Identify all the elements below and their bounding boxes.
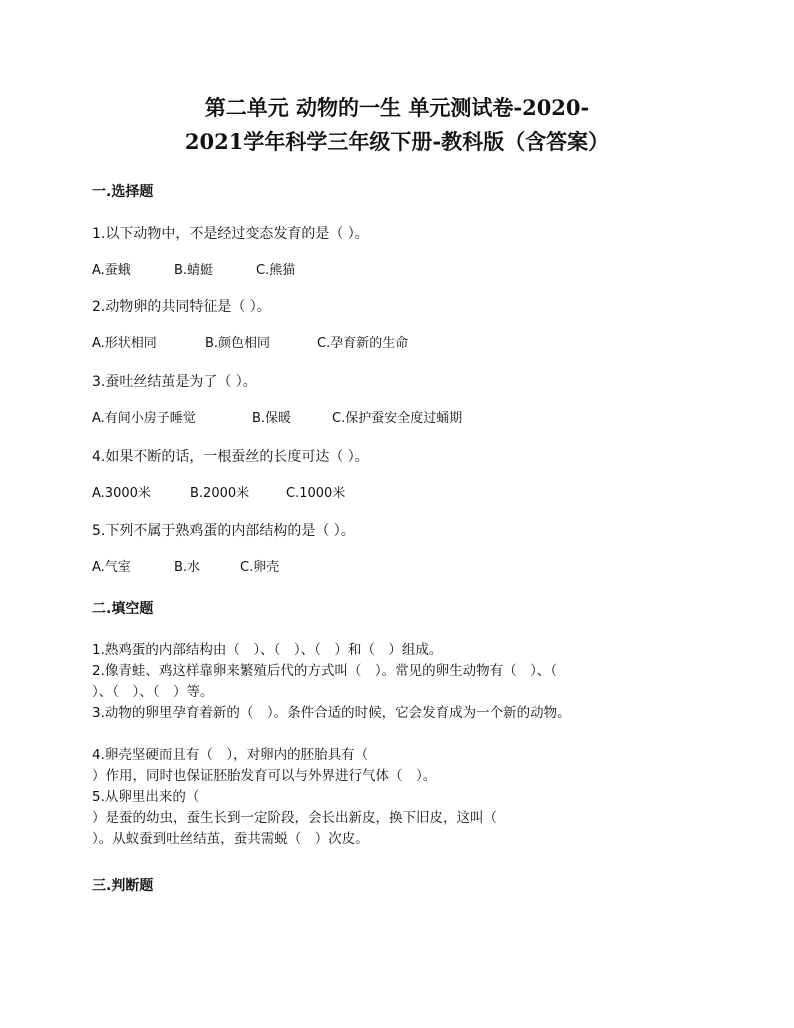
option-b: B.水 (174, 560, 201, 575)
choice-question-5: 5.下列不属于熟鸡蛋的内部结构的是（ ）。 (92, 523, 355, 539)
fill-blank-line: ）作用，同时也保证胚胎发育可以与外界进行气体（ ）。 (92, 768, 437, 784)
choice-options-4 (92, 485, 345, 503)
section-heading-choice: 一.选择题 (92, 184, 154, 200)
fill-blank-line: 2.像青蛙、鸡这样靠卵来繁殖后代的方式叫（ ）。常见的卵生动物有（ ）、（ (92, 663, 558, 679)
option-a: A.有间小房子睡觉 (92, 411, 196, 426)
section-heading-fill-blank: 二.填空题 (92, 601, 154, 617)
option-c: C.保护蚕安全度过蛹期 (332, 411, 463, 426)
option-a: A.形状相同 (92, 336, 157, 351)
option-c: C.1000米 (286, 486, 346, 501)
fill-blank-line: ）。从蚁蚕到吐丝结茧，蚕共需蜕（ ）次皮。 (92, 831, 369, 847)
option-b: B.颜色相同 (205, 336, 271, 351)
fill-blank-line: 5.从卵里出来的（ (92, 789, 200, 805)
choice-question-4: 4.如果不断的话，一根蚕丝的长度可达（ ）。 (92, 449, 369, 465)
option-c: C.卵壳 (240, 560, 280, 575)
choice-question-1: 1.以下动物中，不是经过变态发育的是（ ）。 (92, 226, 369, 242)
choice-options-2 (92, 335, 408, 353)
choice-options-5 (92, 559, 279, 577)
section-heading-judgement: 三.判断题 (92, 878, 154, 894)
option-a: A.蚕蛾 (92, 263, 131, 278)
fill-blank-questions (92, 640, 712, 850)
fill-blank-line (92, 724, 712, 745)
option-b: B.保暖 (252, 411, 292, 426)
fill-blank-line: 1.熟鸡蛋的内部结构由（ ）、（ ）、（ ）和（ ）组成。 (92, 642, 443, 658)
choice-question-3: 3.蚕吐丝结茧是为了（ ）。 (92, 374, 257, 390)
fill-blank-line: 4.卵壳坚硬而且有（ ），对卵内的胚胎具有（ (92, 747, 369, 763)
choice-question-2: 2.动物卵的共同特征是（ ）。 (92, 299, 271, 315)
option-b: B.2000米 (190, 486, 250, 501)
option-b: B.蜻蜓 (174, 263, 214, 278)
fill-blank-line: ）是蚕的幼虫，蚕生长到一定阶段，会长出新皮，换下旧皮，这叫（ (92, 810, 497, 826)
choice-options-3 (92, 410, 462, 428)
fill-blank-line: ）、（ ）、（ ）等。 (92, 684, 214, 700)
option-c: C.孕育新的生命 (317, 336, 409, 351)
choice-options-1 (92, 262, 295, 280)
document-title-line-1: 第二单元 动物的一生 单元测试卷-2020- (204, 95, 590, 120)
option-a: A.3000米 (92, 486, 151, 501)
option-c: C.熊猫 (256, 263, 296, 278)
fill-blank-line: 3.动物的卵里孕育着新的（ ）。条件合适的时候，它会发育成为一个新的动物。 (92, 705, 571, 721)
document-title-line-2: 2021学年科学三年级下册-教科版（含答案） (184, 129, 610, 154)
option-a: A.气室 (92, 560, 131, 575)
